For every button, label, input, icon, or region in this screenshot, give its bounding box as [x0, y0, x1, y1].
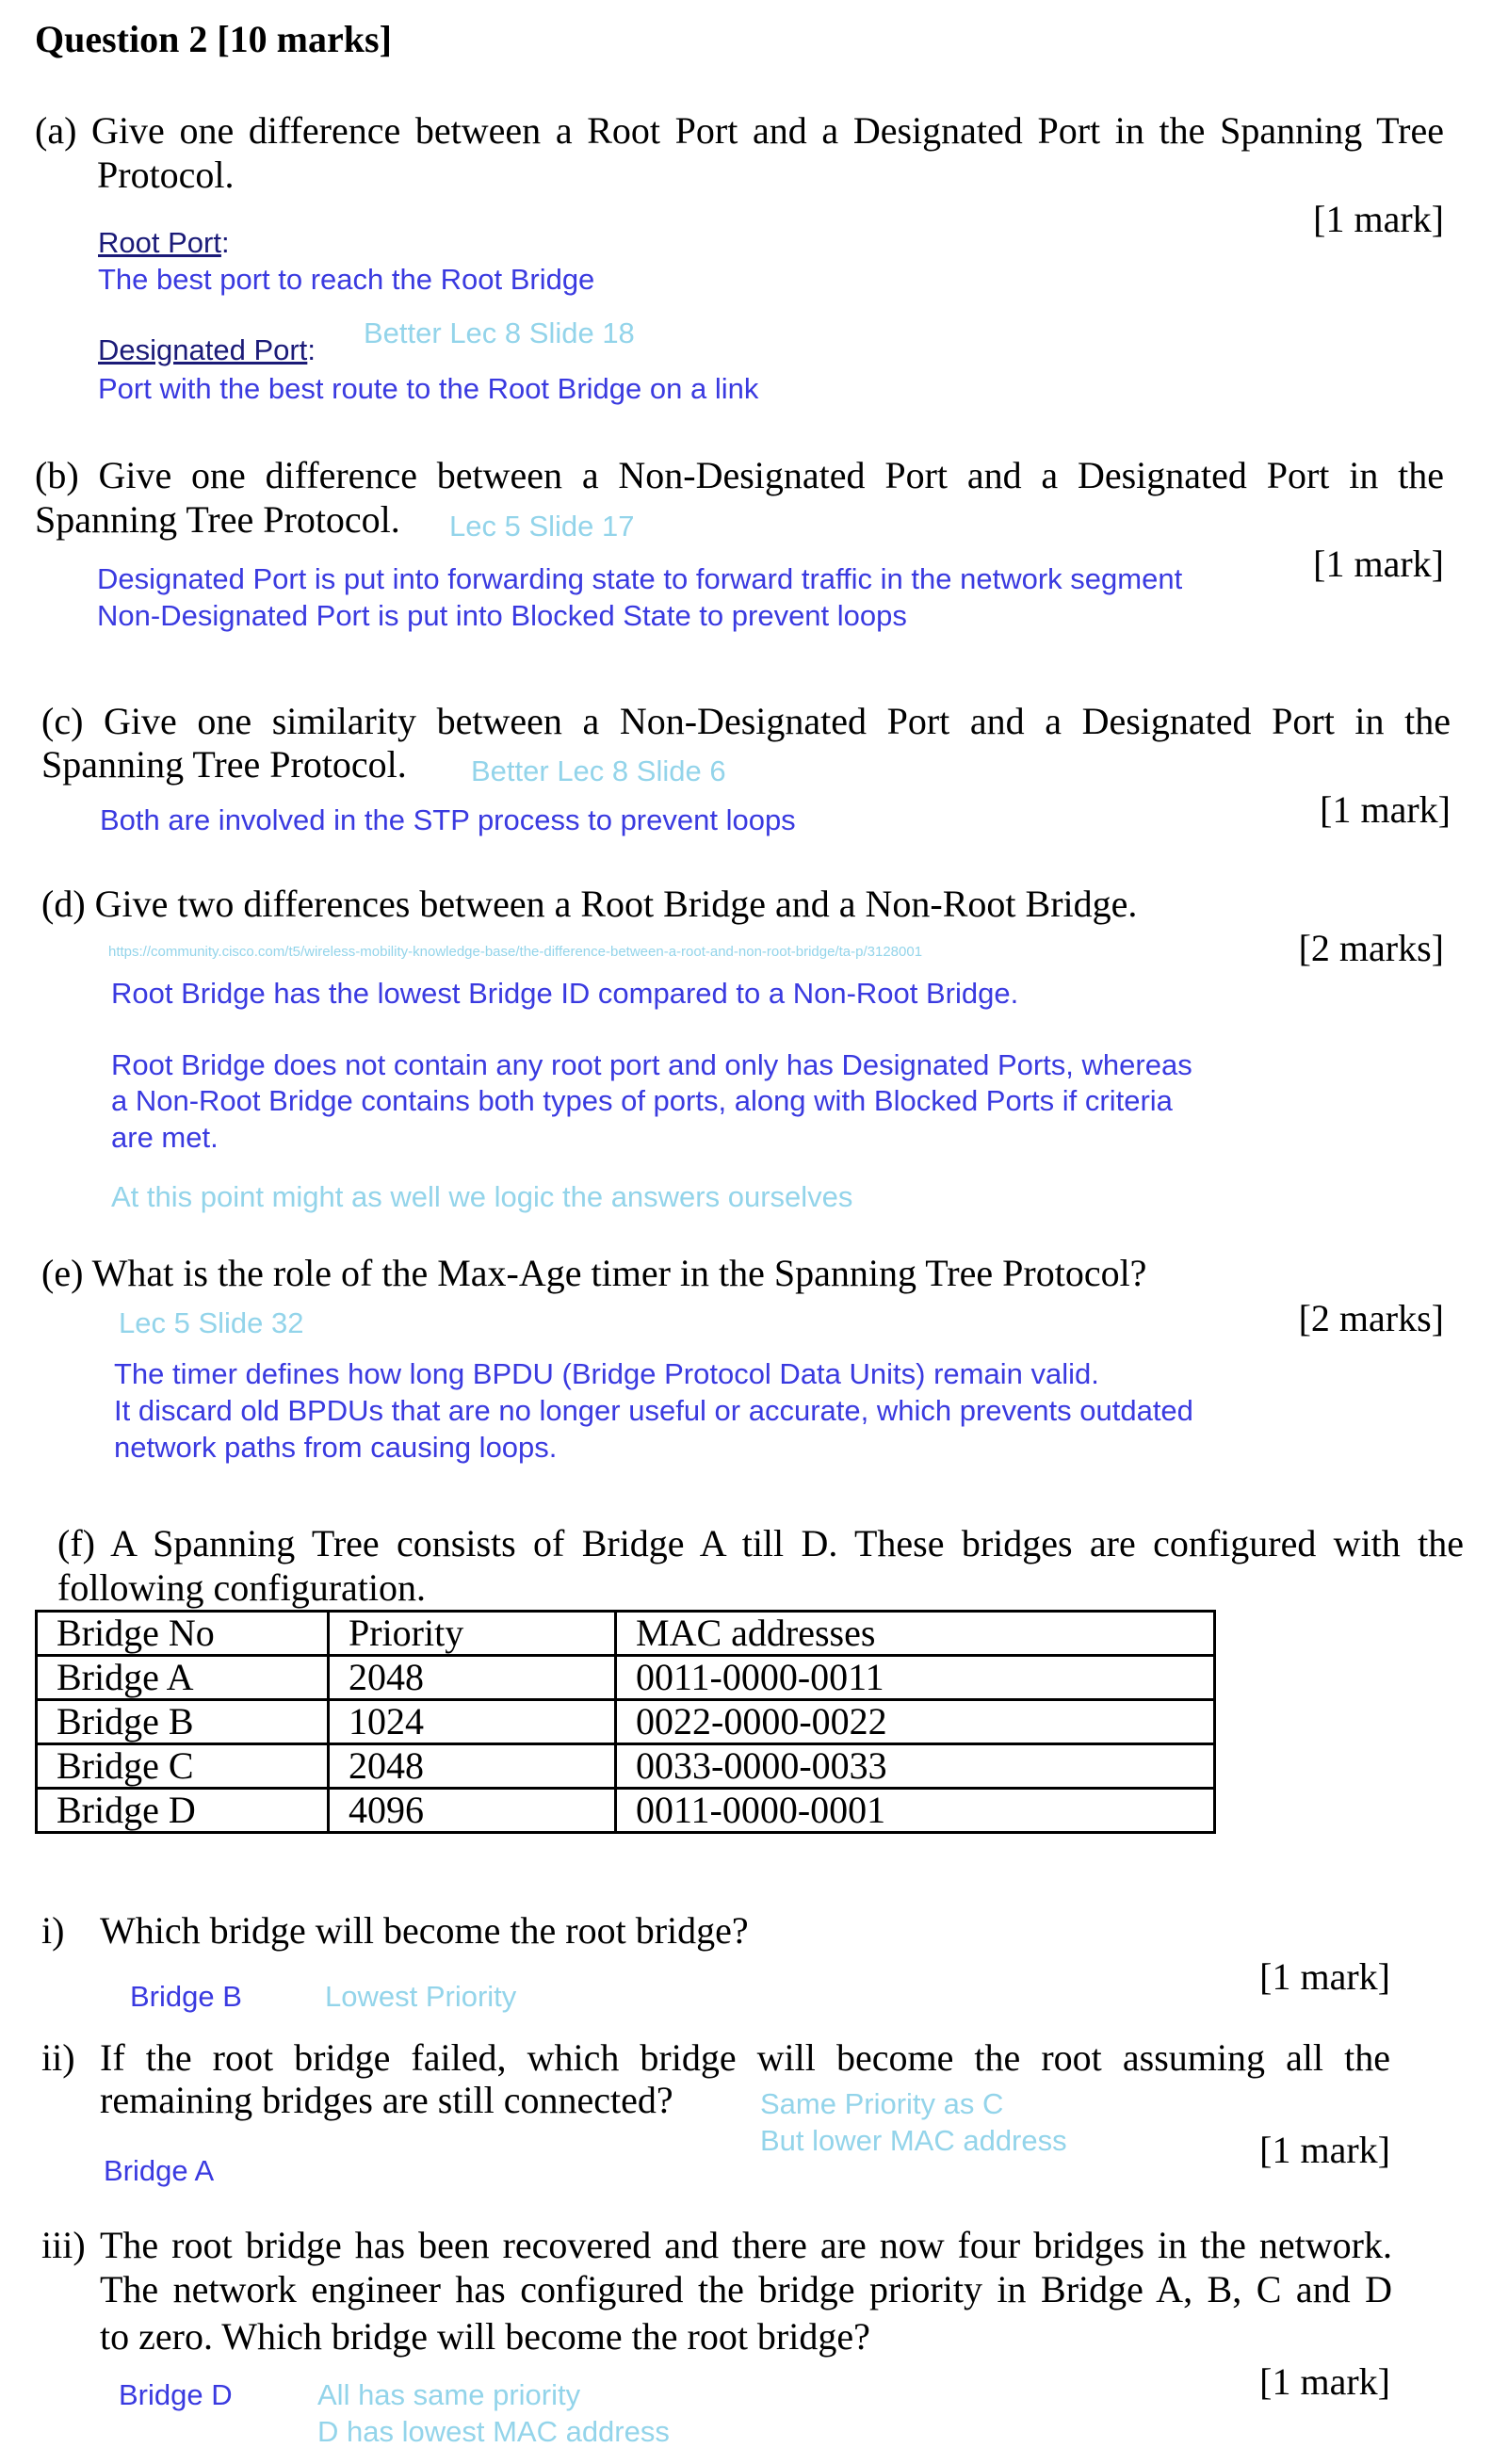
- cell-priority: 4096: [329, 1789, 616, 1833]
- question-b-line2: Spanning Tree Protocol.: [35, 498, 400, 541]
- question-d-hint: At this point might as well we logic the answers ourselves: [111, 1180, 853, 1213]
- question-d-answer-2-line2: a Non-Root Bridge contains both types of ports, along with Blocked Ports if criteria: [111, 1084, 1173, 1117]
- header-priority: Priority: [329, 1612, 616, 1656]
- sub-question-ii-hint-2: But lower MAC address: [760, 2124, 1067, 2157]
- cell-mac: 0011-0000-0001: [616, 1789, 1215, 1833]
- sub-question-ii-answer: Bridge A: [104, 2154, 215, 2187]
- sub-question-i: Which bridge will become the root bridge?: [100, 1909, 749, 1952]
- question-e-answer-2: It discard old BPDUs that are no longer useful or accurate, which prevents outdated: [114, 1394, 1193, 1427]
- cell-bridge: Bridge A: [37, 1656, 329, 1700]
- cell-priority: 2048: [329, 1744, 616, 1789]
- question-d-answer-2-line1: Root Bridge does not contain any root port and only has Designated Ports, whereas: [111, 1048, 1192, 1081]
- sub-question-i-number: i): [41, 1909, 65, 1952]
- sub-question-i-mark: [1 mark]: [1259, 1955, 1390, 1998]
- sub-question-ii-line2: remaining bridges are still connected?: [100, 2079, 673, 2121]
- question-d: (d) Give two differences between a Root Bridge and a Non-Root Bridge.: [41, 883, 1138, 925]
- question-a-hint: Better Lec 8 Slide 18: [364, 316, 635, 349]
- sub-question-iii-hint-1: All has same priority: [317, 2378, 581, 2411]
- sub-question-i-answer: Bridge B: [130, 1980, 242, 2013]
- question-f-line1: (f) A Spanning Tree consists of Bridge A till D. These bridges are configured with the: [57, 1522, 1464, 1564]
- sub-question-iii-mark: [1 mark]: [1259, 2360, 1390, 2403]
- table-row: [37, 1700, 1215, 1744]
- question-e-answer-3: network paths from causing loops.: [114, 1431, 558, 1464]
- table-row: [37, 1789, 1215, 1833]
- question-e: (e) What is the role of the Max-Age timer in the Spanning Tree Protocol?: [41, 1252, 1147, 1294]
- question-a-line2: Protocol.: [97, 154, 235, 196]
- question-b-line1: (b) Give one difference between a Non-Designated Port and a Designated Port in the: [35, 454, 1444, 496]
- question-c-answer: Both are involved in the STP process to prevent loops: [100, 803, 796, 836]
- cell-bridge: Bridge D: [37, 1789, 329, 1833]
- table-row: [37, 1744, 1215, 1789]
- cell-bridge: Bridge B: [37, 1700, 329, 1744]
- sub-question-ii-hint-1: Same Priority as C: [760, 2087, 1004, 2120]
- header-mac-addresses: MAC addresses: [616, 1612, 1215, 1656]
- question-d-mark: [2 marks]: [1298, 927, 1444, 969]
- cell-mac: 0022-0000-0022: [616, 1700, 1215, 1744]
- question-f-line2: following configuration.: [57, 1566, 427, 1609]
- question-b-hint: Lec 5 Slide 17: [449, 510, 635, 543]
- reference-link[interactable]: https://community.cisco.com/t5/wireless-mobility-knowledge-base/the-difference-between-a-root-and-non-root-bridge/ta-p/3128001: [108, 944, 923, 960]
- sub-question-i-hint: Lowest Priority: [325, 1980, 517, 2013]
- sub-question-ii-mark: [1 mark]: [1259, 2129, 1390, 2171]
- question-b-mark: [1 mark]: [1313, 543, 1444, 585]
- question-e-hint: Lec 5 Slide 32: [119, 1306, 304, 1339]
- designated-port-label: Designated Port:: [98, 333, 316, 366]
- root-port-label: Root Port:: [98, 226, 230, 259]
- header-bridge-no: Bridge No: [37, 1612, 329, 1656]
- bridge-config-table: [35, 1610, 1216, 1834]
- question-c-mark: [1 mark]: [1320, 788, 1451, 831]
- cell-bridge: Bridge C: [37, 1744, 329, 1789]
- question-b-answer-2: Non-Designated Port is put into Blocked State to prevent loops: [97, 599, 907, 632]
- question-b-answer-1: Designated Port is put into forwarding state to forward traffic in the network segment: [97, 562, 1183, 595]
- sub-question-iii-line2: The network engineer has configured the bridge priority in Bridge A, B, C and D: [100, 2268, 1392, 2310]
- question-d-answer-2-line3: are met.: [111, 1121, 219, 1154]
- question-a-mark: [1 mark]: [1313, 198, 1444, 240]
- designated-port-answer: Port with the best route to the Root Bridge on a link: [98, 372, 759, 405]
- question-c-line1: (c) Give one similarity between a Non-Designated Port and a Designated Port in the: [41, 700, 1451, 742]
- sub-question-ii-number: ii): [41, 2036, 75, 2079]
- sub-question-iii-hint-2: D has lowest MAC address: [317, 2415, 670, 2448]
- question-e-mark: [2 marks]: [1298, 1297, 1444, 1339]
- sub-question-ii-line1: If the root bridge failed, which bridge will become the root assuming all the: [100, 2036, 1390, 2079]
- sub-question-iii-answer: Bridge D: [119, 2378, 233, 2411]
- table-row: [37, 1656, 1215, 1700]
- cell-mac: 0011-0000-0011: [616, 1656, 1215, 1700]
- cell-priority: 1024: [329, 1700, 616, 1744]
- question-e-answer-1: The timer defines how long BPDU (Bridge Protocol Data Units) remain valid.: [114, 1357, 1099, 1390]
- root-port-answer: The best port to reach the Root Bridge: [98, 263, 595, 296]
- sub-question-iii-line3: to zero. Which bridge will become the root bridge?: [100, 2315, 870, 2358]
- question-c-line2: Spanning Tree Protocol.: [41, 743, 407, 786]
- cell-priority: 2048: [329, 1656, 616, 1700]
- cell-mac: 0033-0000-0033: [616, 1744, 1215, 1789]
- question-a-line1: (a) Give one difference between a Root Port and a Designated Port in the Spanning Tree: [35, 109, 1444, 152]
- sub-question-iii-line1: The root bridge has been recovered and there are now four bridges in the network.: [100, 2224, 1392, 2266]
- page-title: Question 2 [10 marks]: [35, 18, 392, 60]
- sub-question-iii-number: iii): [41, 2224, 86, 2266]
- question-d-answer-1: Root Bridge has the lowest Bridge ID compared to a Non-Root Bridge.: [111, 977, 1019, 1010]
- table-header-row: [37, 1612, 1215, 1656]
- question-c-hint: Better Lec 8 Slide 6: [471, 754, 726, 787]
